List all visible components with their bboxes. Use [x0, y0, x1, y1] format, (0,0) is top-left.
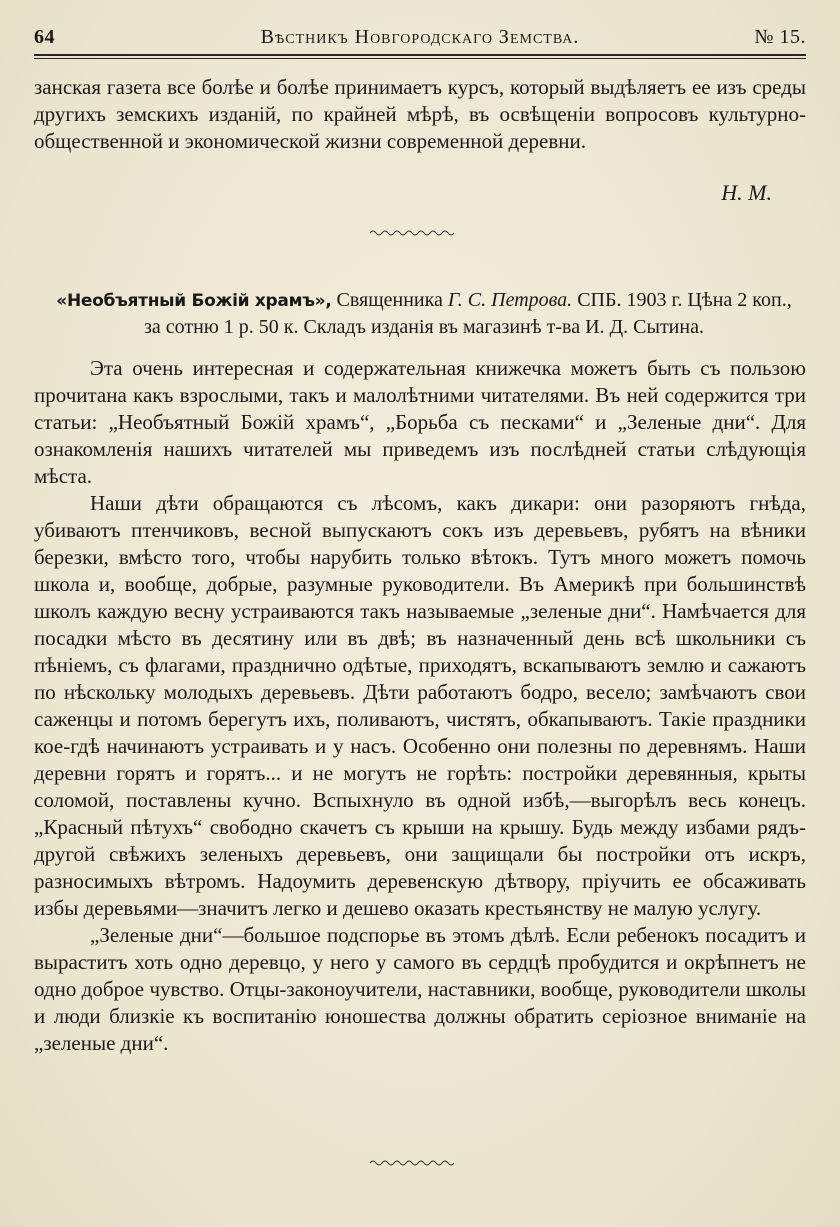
- review-heading-line-1: [34, 287, 814, 314]
- journal-title: Вѣстникъ Новгородскаго Земства.: [260, 26, 580, 48]
- review-body: [34, 355, 806, 1057]
- page-number: 64: [34, 26, 55, 48]
- author-name: Г. С. Петрова.: [447, 289, 573, 311]
- ornament-divider: [368, 1158, 458, 1168]
- paragraph: Эта очень интересная и содержательная книжечка можетъ быть съ пользою прочитана какъ взрослыми, такъ и малолѣтними читателями. Въ ней содержится три статьи: „Необъятный Божій храмъ“, „Борьба съ песками“ и „Зеленые дни“. Для ознакомленія нашихъ читателей мы приведемъ изъ послѣдней статьи слѣдующія мѣста.: [34, 356, 806, 488]
- author-prefix: Священника: [336, 289, 443, 311]
- running-header: [34, 26, 806, 52]
- ornament-divider: [368, 228, 458, 238]
- paragraph: Наши дѣти обращаются съ лѣсомъ, какъ дикари: они разоряютъ гнѣда, убиваютъ птенчиковъ, весной выпускаютъ сокъ изъ деревьевъ, рубятъ на вѣники березки, вмѣсто того, чтобы нарубить только вѣтокъ. Тутъ много можетъ помочь школа и, вообще, добрые, разумные руководители. Въ Америкѣ при большинствѣ школъ каждую весну устраиваются такъ называемые „зеленые дни“. Намѣчается для посадки мѣсто въ десятину или въ двѣ; въ назначенный день всѣ школьники съ пѣніемъ, съ флагами, празднично одѣтые, приходятъ, вскапываютъ землю и сажаютъ по нѣскольку молодыхъ деревьевъ. Дѣти работаютъ бодро, весело; замѣчаютъ свои саженцы и потомъ берегутъ ихъ, поливаютъ, чистятъ, обкапываютъ. Такіе праздники кое-гдѣ начинаютъ устраивать и у насъ. Особенно они полезны по деревнямъ. Наши деревни горятъ и горятъ... и не могутъ не горѣть: постройки деревянныя, крыты соломой, поставлены кучно. Вспыхнуло въ одной избѣ,—выгорѣлъ весь конецъ. „Красный пѣтухъ“ свободно скачетъ съ крыши на крышу. Будь между избами рядъ-другой свѣжихъ зеленыхъ деревьевъ, они защищали бы постройки отъ искръ, разносимыхъ вѣтромъ. Надоумить деревенскую дѣтвору, пріучить ее обсаживать избы деревьями—значитъ легко и дешево оказать крестьянству не малую услугу.: [34, 491, 806, 920]
- issue-number: № 15.: [754, 26, 806, 48]
- header-rule: [34, 54, 806, 56]
- review-heading-line-2: за сотню 1 р. 50 к. Складъ изданія въ магазинѣ т-ва И. Д. Сытина.: [144, 316, 704, 338]
- book-title: «Необъятный Божій храмъ»,: [56, 291, 332, 311]
- paragraph: „Зеленые дни“—большое подспорье въ этомъ дѣлѣ. Если ребенокъ посадитъ и выраститъ хоть одно деревцо, у него у самого въ сердцѣ пробудится и окрѣпнетъ не одно доброе чувство. Отцы-законоучители, наставники, вообще, руководители школы и люди близкіе къ воспитанію юношества должны обратить серіозное вниманіе на „зеленые дни“.: [34, 923, 806, 1055]
- continued-paragraph: [34, 74, 806, 155]
- review-heading: [34, 287, 814, 340]
- paragraph: занская газета все болѣе и болѣе принимаетъ курсъ, который выдѣляетъ ее изъ среды другихъ земскихъ изданій, по крайней мѣрѣ, въ освѣщеніи вопросовъ культурно-общественной и экономической жизни современной деревни.: [34, 75, 806, 153]
- header-rule-thin: [34, 58, 806, 59]
- signature: Н. М.: [721, 180, 772, 205]
- publication-details: СПБ. 1903 г. Цѣна 2 коп.,: [577, 289, 792, 311]
